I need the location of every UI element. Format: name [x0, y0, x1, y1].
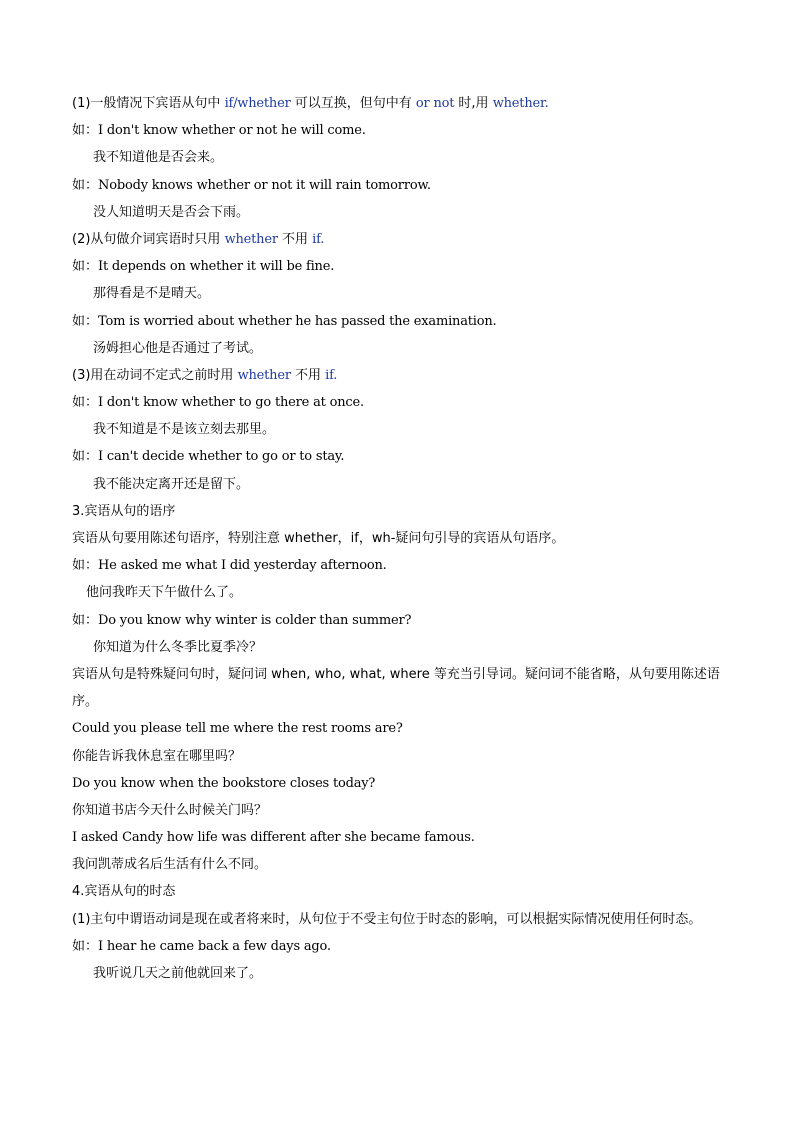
example-zh: 你知道为什么冬季比夏季冷？: [93, 639, 263, 655]
example-en: Could you please tell me where the rest rooms are?: [72, 721, 403, 737]
rule-3: (3)用在动词不定式之前时用 whether 不用 if.: [72, 367, 338, 383]
example-zh: 他问我昨天下午做什么了。: [86, 585, 243, 601]
example-en: 如：I hear he came back a few days ago.: [72, 938, 331, 954]
rule-2: (2)从句做介词宾语时只用 whether 不用 if.: [72, 231, 325, 247]
example-zh: 那得看是不是晴天。: [93, 286, 211, 302]
section-note: 宾语从句是特殊疑问句时，疑问词 when, who, what, where 等充当引导词。疑问词不能省略，从句要用陈述语序。: [72, 666, 720, 710]
example-en: 如：I can't decide whether to go or to stay.: [72, 449, 345, 465]
example-zh: 你知道书店今天什么时候关门吗？: [72, 802, 268, 818]
example-en: 如：He asked me what I did yesterday afternoon.: [72, 558, 387, 574]
example-zh: 我不知道他是否会来。: [93, 150, 224, 166]
example-en: 如：I don't know whether or not he will come.: [72, 123, 366, 139]
document-body: [72, 90, 732, 987]
keyword: if.: [325, 367, 338, 383]
keyword: whether.: [492, 96, 549, 111]
section-heading: 3.宾语从句的语序: [72, 503, 176, 519]
keyword: whether: [224, 231, 278, 247]
keyword: or not: [415, 96, 455, 111]
example-zh: 没人知道明天是否会下雨。: [93, 204, 250, 220]
example-en: 如：Do you know why winter is colder than summer?: [72, 612, 412, 628]
rule-text: (1)主句中谓语动词是现在或者将来时，从句位于不受主句位于时态的影响，可以根据实际情况使用任何时态。: [72, 911, 702, 927]
keyword: if/whether: [224, 96, 291, 111]
keyword: whether: [237, 367, 291, 383]
example-zh: 我不能决定离开还是留下。: [93, 476, 250, 492]
example-zh: 我问凯蒂成名后生活有什么不同。: [72, 857, 268, 873]
example-en: Do you know when the bookstore closes today?: [72, 775, 376, 791]
example-en: I asked Candy how life was different after she became famous.: [72, 830, 475, 846]
example-en: 如：Nobody knows whether or not it will rain tomorrow.: [72, 177, 431, 193]
rule-1: (1)一般情况下宾语从句中 if/whether 可以互换，但句中有 or not 时,用 whether.: [72, 96, 549, 111]
section-intro: 宾语从句要用陈述句语序，特别注意 whether，if，wh-疑问句引导的宾语从句语序。: [72, 531, 565, 546]
example-en: 如：Tom is worried about whether he has passed the examination.: [72, 313, 497, 329]
example-en: 如：It depends on whether it will be fine.: [72, 259, 335, 275]
example-zh: 我不知道是不是该立刻去那里。: [93, 422, 276, 438]
example-en: 如：I don't know whether to go there at once.: [72, 395, 364, 411]
example-zh: 你能告诉我休息室在哪里吗？: [72, 748, 242, 764]
example-zh: 汤姆担心他是否通过了考试。: [93, 340, 263, 356]
keyword: if.: [312, 231, 325, 247]
example-zh: 我听说几天之前他就回来了。: [93, 966, 263, 982]
section-heading: 4.宾语从句的时态: [72, 884, 176, 900]
